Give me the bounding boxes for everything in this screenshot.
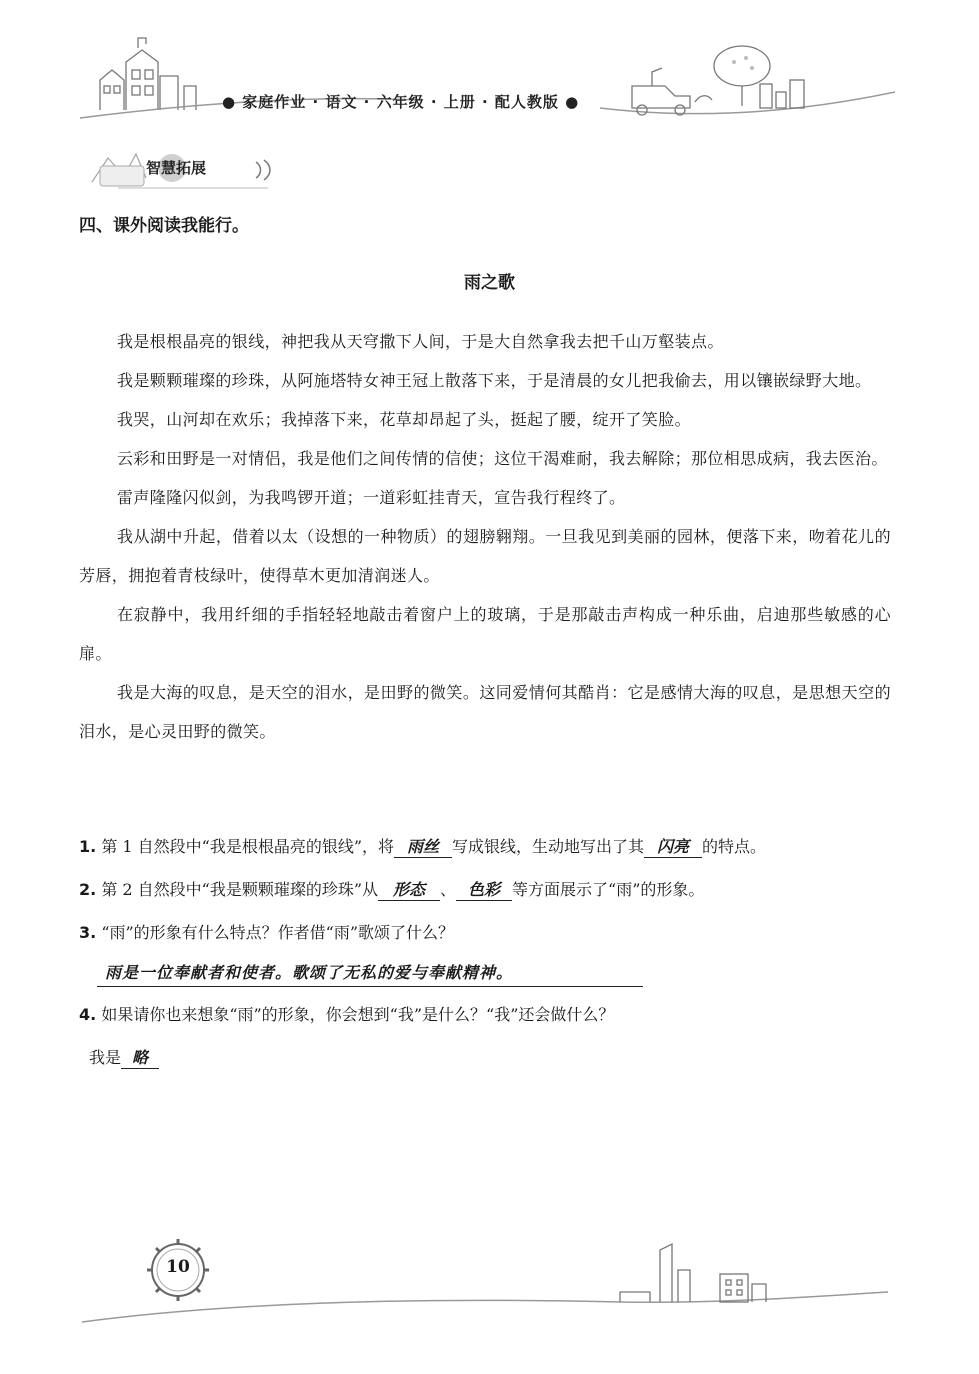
section-heading: 四、课外阅读我能行。	[79, 216, 249, 236]
paragraph: 我从湖中升起，借着以太（设想的一种物质）的翅膀翱翔。一旦我见到美丽的园林，便落下来，吻着花儿的芳唇，拥抱着青枝绿叶，使得草木更加清润迷人。	[79, 527, 891, 585]
answer-prefix: 我是	[89, 1048, 122, 1067]
question-4	[79, 1004, 899, 1026]
question-3	[79, 922, 899, 944]
question-number: 2.	[79, 880, 97, 899]
question-text: 的特点。	[702, 837, 767, 856]
paragraph: 我是根根晶亮的银线，神把我从天穹撒下人间，于是大自然拿我去把千山万壑装点。	[117, 332, 724, 351]
paragraph: 我是大海的叹息，是天空的泪水，是田野的微笑。这同爱情何其酷肖：它是感情大海的叹息，是思想天空的泪水，是心灵田野的微笑。	[79, 683, 891, 741]
paragraph: 云彩和田野是一对情侣，我是他们之间传情的信使；这位干渴难耐，我去解除；那位相思成病，我去医治。	[117, 449, 888, 468]
answer-blank: 略	[121, 1048, 159, 1069]
paragraph: 我是颗颗璀璨的珍珠，从阿施塔特女神王冠上散落下来，于是清晨的女儿把我偷去，用以镶嵌绿野大地。	[117, 371, 872, 390]
question-text: “雨”的形象有什么特点？作者借“雨”歌颂了什么？	[101, 923, 455, 942]
question-text: 如果请你也来想象“雨”的形象，你会想到“我”是什么？“我”还会做什么？	[101, 1005, 615, 1024]
separator: 、	[440, 880, 457, 899]
question-2	[79, 879, 899, 901]
header-decoration	[0, 0, 979, 140]
question-1	[79, 836, 899, 858]
question-4-answer-row	[79, 1047, 899, 1069]
question-text: 第 1 自然段中“我是根根晶亮的银线”，将	[101, 837, 395, 856]
question-number: 1.	[79, 837, 97, 856]
poem-title: 雨之歌	[464, 273, 515, 293]
paragraph: 在寂静中，我用纤细的手指轻轻地敲击着窗户上的玻璃，于是那敲击声构成一种乐曲，启迪那些敏感的心扉。	[79, 605, 891, 663]
page-number: 10	[166, 1257, 190, 1277]
question-number: 4.	[79, 1005, 97, 1024]
question-3-answer-row	[79, 962, 899, 987]
question-text: 第 2 自然段中“我是颗颗璀璨的珍珠”从	[101, 880, 379, 899]
header-title: ● 家庭作业 · 语文 · 六年级 · 上册 · 配人教版 ●	[222, 93, 580, 111]
answer-blank: 形态	[378, 880, 440, 901]
answer-blank: 雨丝	[394, 837, 452, 858]
question-text: 等方面展示了“雨”的形象。	[512, 880, 705, 899]
section-badge: 智慧拓展	[146, 159, 207, 177]
question-text: 写成银线，生动地写出了其	[452, 837, 645, 856]
reading-passage	[79, 322, 891, 751]
paragraph: 雷声隆隆闪似剑，为我鸣锣开道；一道彩虹挂青天，宣告我行程终了。	[117, 488, 626, 507]
question-number: 3.	[79, 923, 97, 942]
footer-decoration	[0, 1230, 979, 1340]
paragraph: 我哭，山河却在欢乐；我掉落下来，花草却昂起了头，挺起了腰，绽开了笑脸。	[117, 410, 692, 429]
question-list	[79, 830, 899, 1069]
answer-blank: 闪亮	[644, 837, 702, 858]
answer-blank: 色彩	[456, 880, 512, 901]
answer-line: 雨是一位奉献者和使者。歌颂了无私的爱与奉献精神。	[97, 962, 643, 987]
